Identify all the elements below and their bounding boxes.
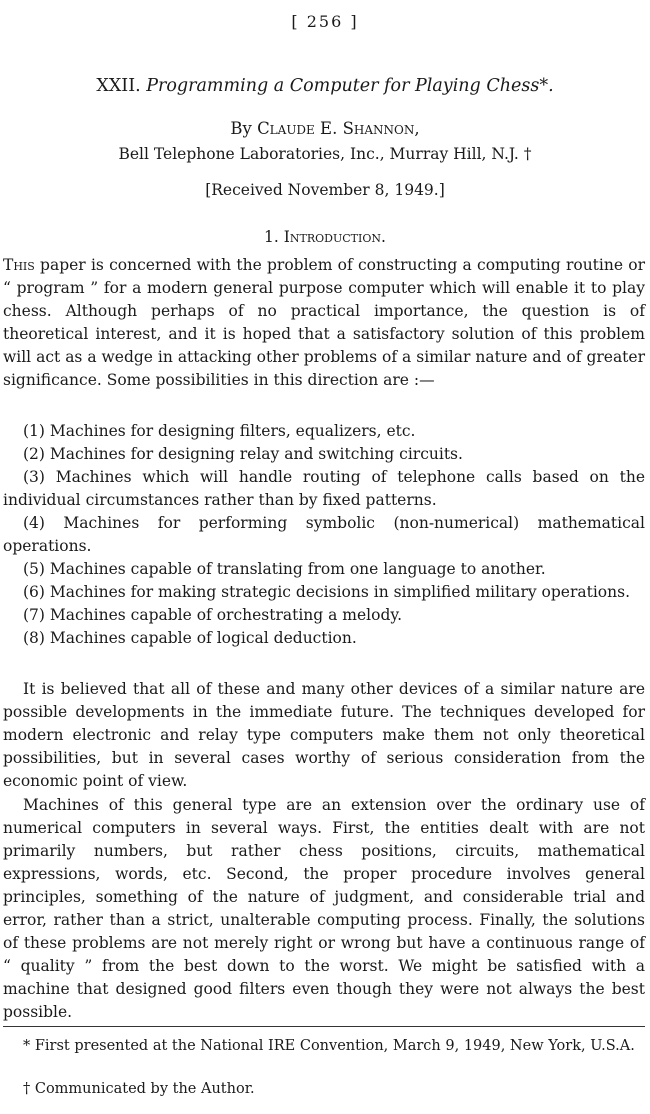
byline-by: By bbox=[230, 119, 252, 138]
paragraph-devices: It is believed that all of these and many other devices of a similar nature are possible developments in the immediate future. The techniques developed for modern electronic and relay type computers make them not only theoretical possibilities, but in several cases worthy of serious consideration from the economic point of view. bbox=[3, 680, 645, 790]
paragraph-machines: Machines of this general type are an extension over the ordinary use of numerical computers in several ways. First, the entities dealt with are not primarily numbers, but rather chess positions, circuits, mathematical expressions, words, etc. Second, the proper procedure involves general principles, something of the nature of judgment, and considerable trial and error, rather than a strict, unalterable computing process. Finally, the solutions of these problems are not merely right or wrong but have a continuous range of “ quality ” from the best down to the worst. We might be satisfied with a machine that designed good filters even though they were not always the best possible. bbox=[3, 796, 645, 1021]
paper-title bbox=[0, 76, 650, 96]
list-item: (4) Machines for performing symbolic (non-numerical) mathematical operations. bbox=[3, 514, 645, 555]
footnote-divider bbox=[3, 1026, 645, 1027]
list-item: (8) Machines capable of logical deduction. bbox=[23, 629, 357, 647]
footnote-communicated: † Communicated by the Author. bbox=[23, 1081, 255, 1097]
author-name: Claude E. Shannon, bbox=[257, 119, 420, 138]
list-item: (1) Machines for designing filters, equalizers, etc. bbox=[23, 422, 416, 440]
affiliation: Bell Telephone Laboratories, Inc., Murray Hill, N.J. † bbox=[118, 145, 532, 163]
page-number: [ 256 ] bbox=[291, 12, 359, 31]
byline bbox=[0, 119, 650, 138]
section-title: Introduction. bbox=[283, 228, 386, 246]
title-text: Programming a Computer for Playing Chess bbox=[146, 76, 540, 96]
paragraph-lead-word: This bbox=[3, 256, 35, 274]
title-number: XXII. bbox=[96, 76, 141, 96]
section-number: 1. bbox=[264, 228, 279, 246]
list-item: (7) Machines capable of orchestrating a melody. bbox=[23, 606, 403, 624]
received-date: [Received November 8, 1949.] bbox=[205, 181, 445, 199]
paragraph-intro-text: paper is concerned with the problem of constructing a computing routine or “ program ” for a modern general purpose computer which will enable it to play chess. Although perhaps of no practical importance, the question is of theoretical interest, and it is hoped that a satisfactory solution of this problem will act as a wedge in attacking other problems of a similar nature and of greater significance. Some possibilities in this direction are :— bbox=[3, 256, 645, 389]
title-footnote-mark: *. bbox=[539, 76, 554, 96]
list-item: (2) Machines for designing relay and switching circuits. bbox=[23, 445, 463, 463]
possibilities-list bbox=[3, 420, 645, 650]
paragraph-intro bbox=[3, 254, 645, 392]
list-item: (6) Machines for making strategic decisions in simplified military operations. bbox=[23, 583, 631, 601]
footnote-first-presented: * First presented at the National IRE Convention, March 9, 1949, New York, U.S.A. bbox=[23, 1038, 635, 1054]
section-heading bbox=[0, 228, 650, 246]
list-item: (5) Machines capable of translating from one language to another. bbox=[23, 560, 546, 578]
list-item: (3) Machines which will handle routing of telephone calls based on the individual circumstances rather than by fixed patterns. bbox=[3, 468, 645, 509]
